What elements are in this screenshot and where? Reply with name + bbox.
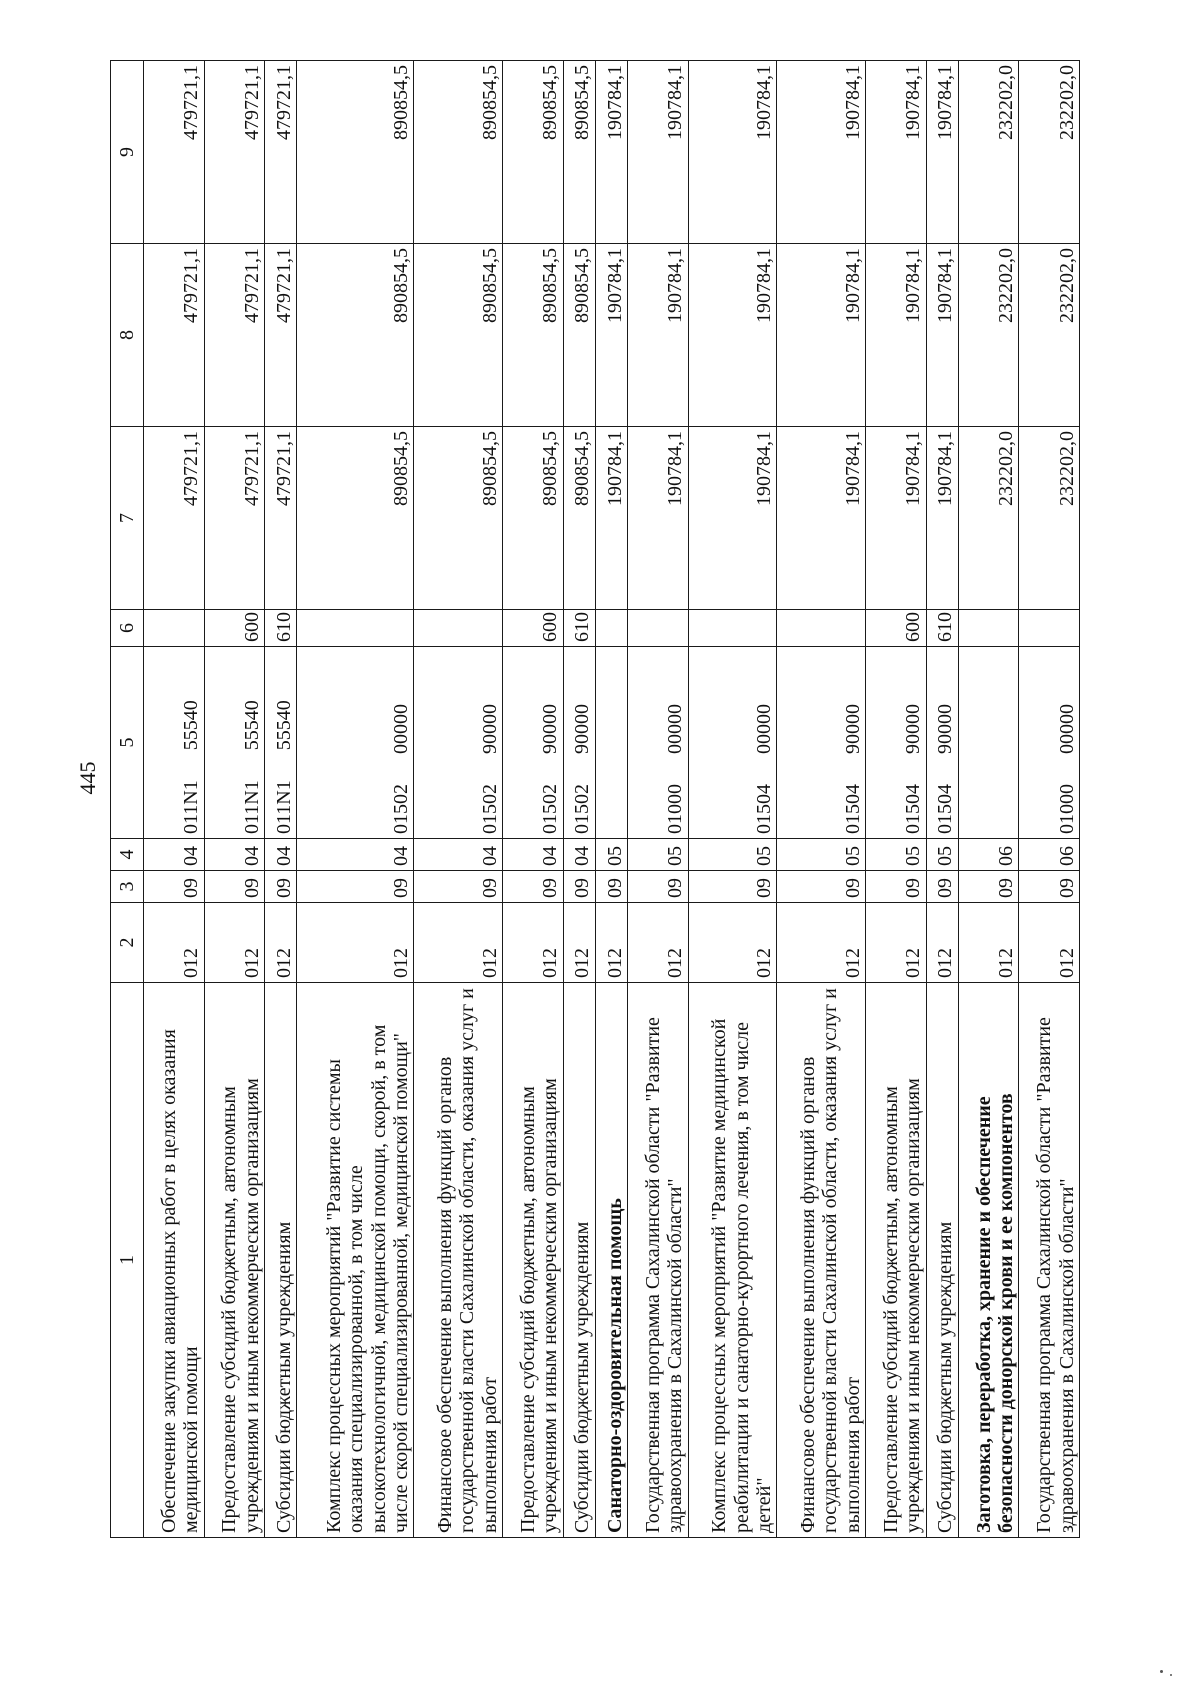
budget-table [110,60,1080,1538]
target-article-cell [265,647,297,839]
table-row [958,61,1019,1538]
amount-1-cell: 890854,5 [503,427,564,610]
target-article-program-part: 01504 [902,784,925,834]
target-article-program-part: 01502 [389,784,412,834]
amount-3-cell: 890854,5 [297,61,414,244]
table-row [777,61,866,1538]
row-name-cell: Заготовка, переработка, хранение и обеспечение безопасности донорской крови и ее компонентов [958,983,1019,1538]
amount-2-cell: 890854,5 [503,244,564,427]
row-name-cell: Финансовое обеспечение выполнения функций органов государственной власти Сахалинской области, оказания услуг и выполнения работ [777,983,866,1538]
row-name-cell: Финансовое обеспечение выполнения функций органов государственной власти Сахалинской области, оказания услуг и выполнения работ [414,983,503,1538]
target-article-direction-part: 90000 [571,704,594,754]
amount-1-cell: 479721,1 [144,427,205,610]
ministry-code-cell: 012 [414,903,503,983]
target-article-cell [144,647,205,839]
expense-type-cell: 600 [204,610,265,647]
amount-2-cell: 890854,5 [563,244,595,427]
row-name-cell: Государственная программа Сахалинской области "Развитие здравоохранения в Сахалинской области" [628,983,689,1538]
ministry-code-cell: 012 [595,903,627,983]
col-header-1: 1 [111,983,144,1538]
amount-3-cell: 479721,1 [265,61,297,244]
amount-3-cell: 190784,1 [628,61,689,244]
ministry-code-cell: 012 [204,903,265,983]
amount-2-cell: 890854,5 [414,244,503,427]
row-name-cell: Комплекс процессных мероприятий "Развитие медицинской реабилитации и санаторно-курортного лечения, в том числе детей" [688,983,777,1538]
table-row [688,61,777,1538]
target-article-program-part: 01502 [539,784,562,834]
amount-1-cell: 190784,1 [595,427,627,610]
amount-3-cell: 190784,1 [866,61,927,244]
amount-1-cell: 232202,0 [1019,427,1080,610]
target-article-direction-part: 90000 [478,704,501,754]
section-code-cell: 09 [204,871,265,903]
amount-3-cell: 479721,1 [204,61,265,244]
col-header-3: 3 [111,871,144,903]
table-row [926,61,958,1538]
amount-1-cell: 890854,5 [297,427,414,610]
target-article-direction-part: 00000 [389,704,412,754]
section-code-cell: 09 [777,871,866,903]
amount-2-cell: 190784,1 [926,244,958,427]
target-article-cell [777,647,866,839]
amount-1-cell: 190784,1 [866,427,927,610]
subsection-code-cell: 04 [297,839,414,871]
amount-1-cell: 190784,1 [777,427,866,610]
target-article-direction-part: 90000 [902,704,925,754]
amount-3-cell: 190784,1 [595,61,627,244]
ministry-code-cell: 012 [958,903,1019,983]
amount-1-cell: 479721,1 [265,427,297,610]
section-code-cell: 09 [265,871,297,903]
subsection-code-cell: 05 [926,839,958,871]
target-article-program-part: 01504 [841,784,864,834]
header-row [111,61,144,1538]
expense-type-cell: 600 [866,610,927,647]
target-article-program-part: 01502 [478,784,501,834]
target-article-direction-part: 55540 [180,700,203,751]
col-header-6: 6 [111,610,144,647]
subsection-code-cell: 05 [628,839,689,871]
target-article-program-part: 011N1 [272,780,295,834]
row-name-cell: Санаторно-оздоровительная помощь [595,983,627,1538]
target-article-program-part: 011N1 [240,780,263,834]
amount-2-cell: 190784,1 [688,244,777,427]
section-code-cell: 09 [595,871,627,903]
target-article-cell [204,647,265,839]
scan-speck [1160,1670,1163,1673]
expense-type-cell: 600 [503,610,564,647]
table-row [297,61,414,1538]
target-article-direction-part: 00000 [664,704,687,754]
col-header-7: 7 [111,427,144,610]
table-row [628,61,689,1538]
amount-2-cell: 190784,1 [595,244,627,427]
row-name-cell: Предоставление субсидий бюджетным, автономным учреждениям и иным некоммерческим организациям [503,983,564,1538]
section-code-cell: 09 [1019,871,1080,903]
col-header-8: 8 [111,244,144,427]
ministry-code-cell: 012 [688,903,777,983]
target-article-cell [688,647,777,839]
ministry-code-cell: 012 [1019,903,1080,983]
table-body [144,61,1080,1538]
amount-3-cell: 479721,1 [144,61,205,244]
target-article-cell [503,647,564,839]
subsection-code-cell: 06 [958,839,1019,871]
target-article-cell [563,647,595,839]
amount-2-cell: 890854,5 [297,244,414,427]
budget-table-container [110,61,1080,1538]
target-article-direction-part: 90000 [539,704,562,754]
subsection-code-cell: 05 [866,839,927,871]
section-code-cell: 09 [297,871,414,903]
target-article-direction-part: 55540 [240,700,263,751]
subsection-code-cell: 06 [1019,839,1080,871]
target-article-cell [628,647,689,839]
target-article-program-part: 011N1 [180,780,203,834]
row-name-cell: Субсидии бюджетным учреждениям [265,983,297,1538]
target-article-direction-part: 00000 [1055,704,1078,754]
subsection-code-cell: 04 [144,839,205,871]
section-code-cell: 09 [414,871,503,903]
ministry-code-cell: 012 [563,903,595,983]
col-header-5: 5 [111,647,144,839]
target-article-direction-part: 00000 [752,704,775,754]
row-name-cell: Субсидии бюджетным учреждениям [926,983,958,1538]
row-name-cell: Государственная программа Сахалинской области "Развитие здравоохранения в Сахалинской области" [1019,983,1080,1538]
amount-3-cell: 890854,5 [503,61,564,244]
target-article-program-part: 01502 [571,784,594,834]
expense-type-cell [688,610,777,647]
section-code-cell: 09 [563,871,595,903]
expense-type-cell [628,610,689,647]
table-row [265,61,297,1538]
expense-type-cell: 610 [265,610,297,647]
section-code-cell: 09 [926,871,958,903]
target-article-program-part: 01000 [1055,784,1078,834]
amount-2-cell: 232202,0 [1019,244,1080,427]
expense-type-cell: 610 [563,610,595,647]
amount-2-cell: 232202,0 [958,244,1019,427]
amount-2-cell: 190784,1 [628,244,689,427]
target-article-program-part: 01504 [752,784,775,834]
target-article-cell [926,647,958,839]
amount-3-cell: 890854,5 [563,61,595,244]
target-article-direction-part: 90000 [934,704,957,754]
expense-type-cell [958,610,1019,647]
target-article-program-part: 01000 [664,784,687,834]
subsection-code-cell: 04 [204,839,265,871]
target-article-direction-part: 90000 [841,704,864,754]
amount-1-cell: 190784,1 [688,427,777,610]
section-code-cell: 09 [866,871,927,903]
ministry-code-cell: 012 [503,903,564,983]
section-code-cell: 09 [503,871,564,903]
subsection-code-cell: 04 [265,839,297,871]
target-article-cell [1019,647,1080,839]
amount-2-cell: 479721,1 [265,244,297,427]
ministry-code-cell: 012 [777,903,866,983]
expense-type-cell: 610 [926,610,958,647]
amount-2-cell: 479721,1 [204,244,265,427]
expense-type-cell [1019,610,1080,647]
target-article-cell [595,647,627,839]
target-article-cell [958,647,1019,839]
amount-2-cell: 479721,1 [144,244,205,427]
subsection-code-cell: 04 [563,839,595,871]
table-row [204,61,265,1538]
section-code-cell: 09 [628,871,689,903]
expense-type-cell [595,610,627,647]
row-name-cell: Субсидии бюджетным учреждениям [563,983,595,1538]
amount-3-cell: 890854,5 [414,61,503,244]
row-name-cell: Обеспечение закупки авиационных работ в целях оказания медицинской помощи [144,983,205,1538]
subsection-code-cell: 04 [503,839,564,871]
subsection-code-cell: 05 [688,839,777,871]
row-name-cell: Комплекс процессных мероприятий "Развитие системы оказания специализированной, в том числе высокотехнологичной, медицинской помощи, скорой, в том числе скорой специализированной, медицинской помощи" [297,983,414,1538]
amount-3-cell: 232202,0 [1019,61,1080,244]
amount-1-cell: 890854,5 [563,427,595,610]
section-code-cell: 09 [958,871,1019,903]
ministry-code-cell: 012 [866,903,927,983]
target-article-direction-part: 55540 [272,700,295,751]
expense-type-cell [144,610,205,647]
row-name-cell: Предоставление субсидий бюджетным, автономным учреждениям и иным некоммерческим организациям [204,983,265,1538]
section-code-cell: 09 [688,871,777,903]
target-article-program-part: 01504 [934,784,957,834]
expense-type-cell [297,610,414,647]
col-header-4: 4 [111,839,144,871]
amount-1-cell: 190784,1 [926,427,958,610]
amount-3-cell: 190784,1 [777,61,866,244]
expense-type-cell [777,610,866,647]
amount-2-cell: 190784,1 [777,244,866,427]
subsection-code-cell: 05 [777,839,866,871]
ministry-code-cell: 012 [144,903,205,983]
ministry-code-cell: 012 [628,903,689,983]
table-row [144,61,205,1538]
amount-3-cell: 190784,1 [688,61,777,244]
amount-2-cell: 190784,1 [866,244,927,427]
subsection-code-cell: 04 [414,839,503,871]
table-row [866,61,927,1538]
amount-1-cell: 890854,5 [414,427,503,610]
amount-3-cell: 232202,0 [958,61,1019,244]
page-number: 445 [75,761,100,795]
col-header-2: 2 [111,903,144,983]
target-article-cell [414,647,503,839]
amount-1-cell: 232202,0 [958,427,1019,610]
table-row [414,61,503,1538]
amount-1-cell: 479721,1 [204,427,265,610]
ministry-code-cell: 012 [297,903,414,983]
section-code-cell: 09 [144,871,205,903]
expense-type-cell [414,610,503,647]
amount-1-cell: 190784,1 [628,427,689,610]
scan-speck [1170,1674,1172,1676]
table-row [503,61,564,1538]
amount-3-cell: 190784,1 [926,61,958,244]
table-row [563,61,595,1538]
ministry-code-cell: 012 [926,903,958,983]
table-row [595,61,627,1538]
col-header-9: 9 [111,61,144,244]
target-article-cell [866,647,927,839]
target-article-cell [297,647,414,839]
subsection-code-cell: 05 [595,839,627,871]
ministry-code-cell: 012 [265,903,297,983]
row-name-cell: Предоставление субсидий бюджетным, автономным учреждениям и иным некоммерческим организациям [866,983,927,1538]
table-row [1019,61,1080,1538]
